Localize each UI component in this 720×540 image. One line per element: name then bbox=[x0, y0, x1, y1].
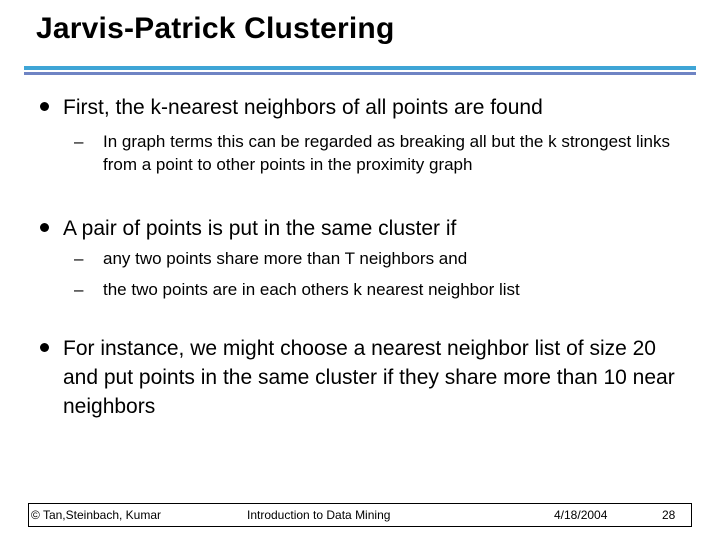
footer-authors: © Tan,Steinbach, Kumar bbox=[31, 508, 162, 522]
sub-item bbox=[74, 278, 684, 301]
bullet-text: For instance, we might choose a nearest neighbor list of size 20 and put points in the same cluster if they share more than 10 near neighbors bbox=[63, 337, 675, 418]
sub-item bbox=[74, 247, 684, 270]
footer bbox=[28, 503, 692, 527]
sub-item bbox=[74, 130, 684, 176]
footer-course: Introduction to Data Mining bbox=[247, 508, 391, 522]
bullet-dot-icon bbox=[40, 343, 49, 352]
title-rule-top bbox=[24, 66, 696, 70]
sub-dash: – bbox=[74, 280, 84, 299]
bullet-item bbox=[40, 334, 690, 421]
slide-title: Jarvis-Patrick Clustering bbox=[36, 12, 395, 45]
sub-dash: – bbox=[74, 249, 84, 268]
bullet-item bbox=[40, 93, 690, 122]
bullet-text: First, the k-nearest neighbors of all points are found bbox=[63, 96, 543, 119]
footer-page-number: 28 bbox=[662, 508, 676, 522]
title-rule-bottom bbox=[24, 72, 696, 75]
bullet-item bbox=[40, 214, 690, 243]
bullet-dot-icon bbox=[40, 102, 49, 111]
sub-dash: – bbox=[74, 132, 84, 151]
sub-text: In graph terms this can be regarded as breaking all but the k strongest links from a point to other points in the proximity graph bbox=[103, 132, 670, 174]
bullet-text: A pair of points is put in the same cluster if bbox=[63, 217, 457, 240]
bullet-dot-icon bbox=[40, 223, 49, 232]
sub-text: any two points share more than T neighbors and bbox=[103, 249, 468, 268]
footer-date: 4/18/2004 bbox=[554, 508, 608, 522]
sub-text: the two points are in each others k nearest neighbor list bbox=[103, 280, 520, 299]
